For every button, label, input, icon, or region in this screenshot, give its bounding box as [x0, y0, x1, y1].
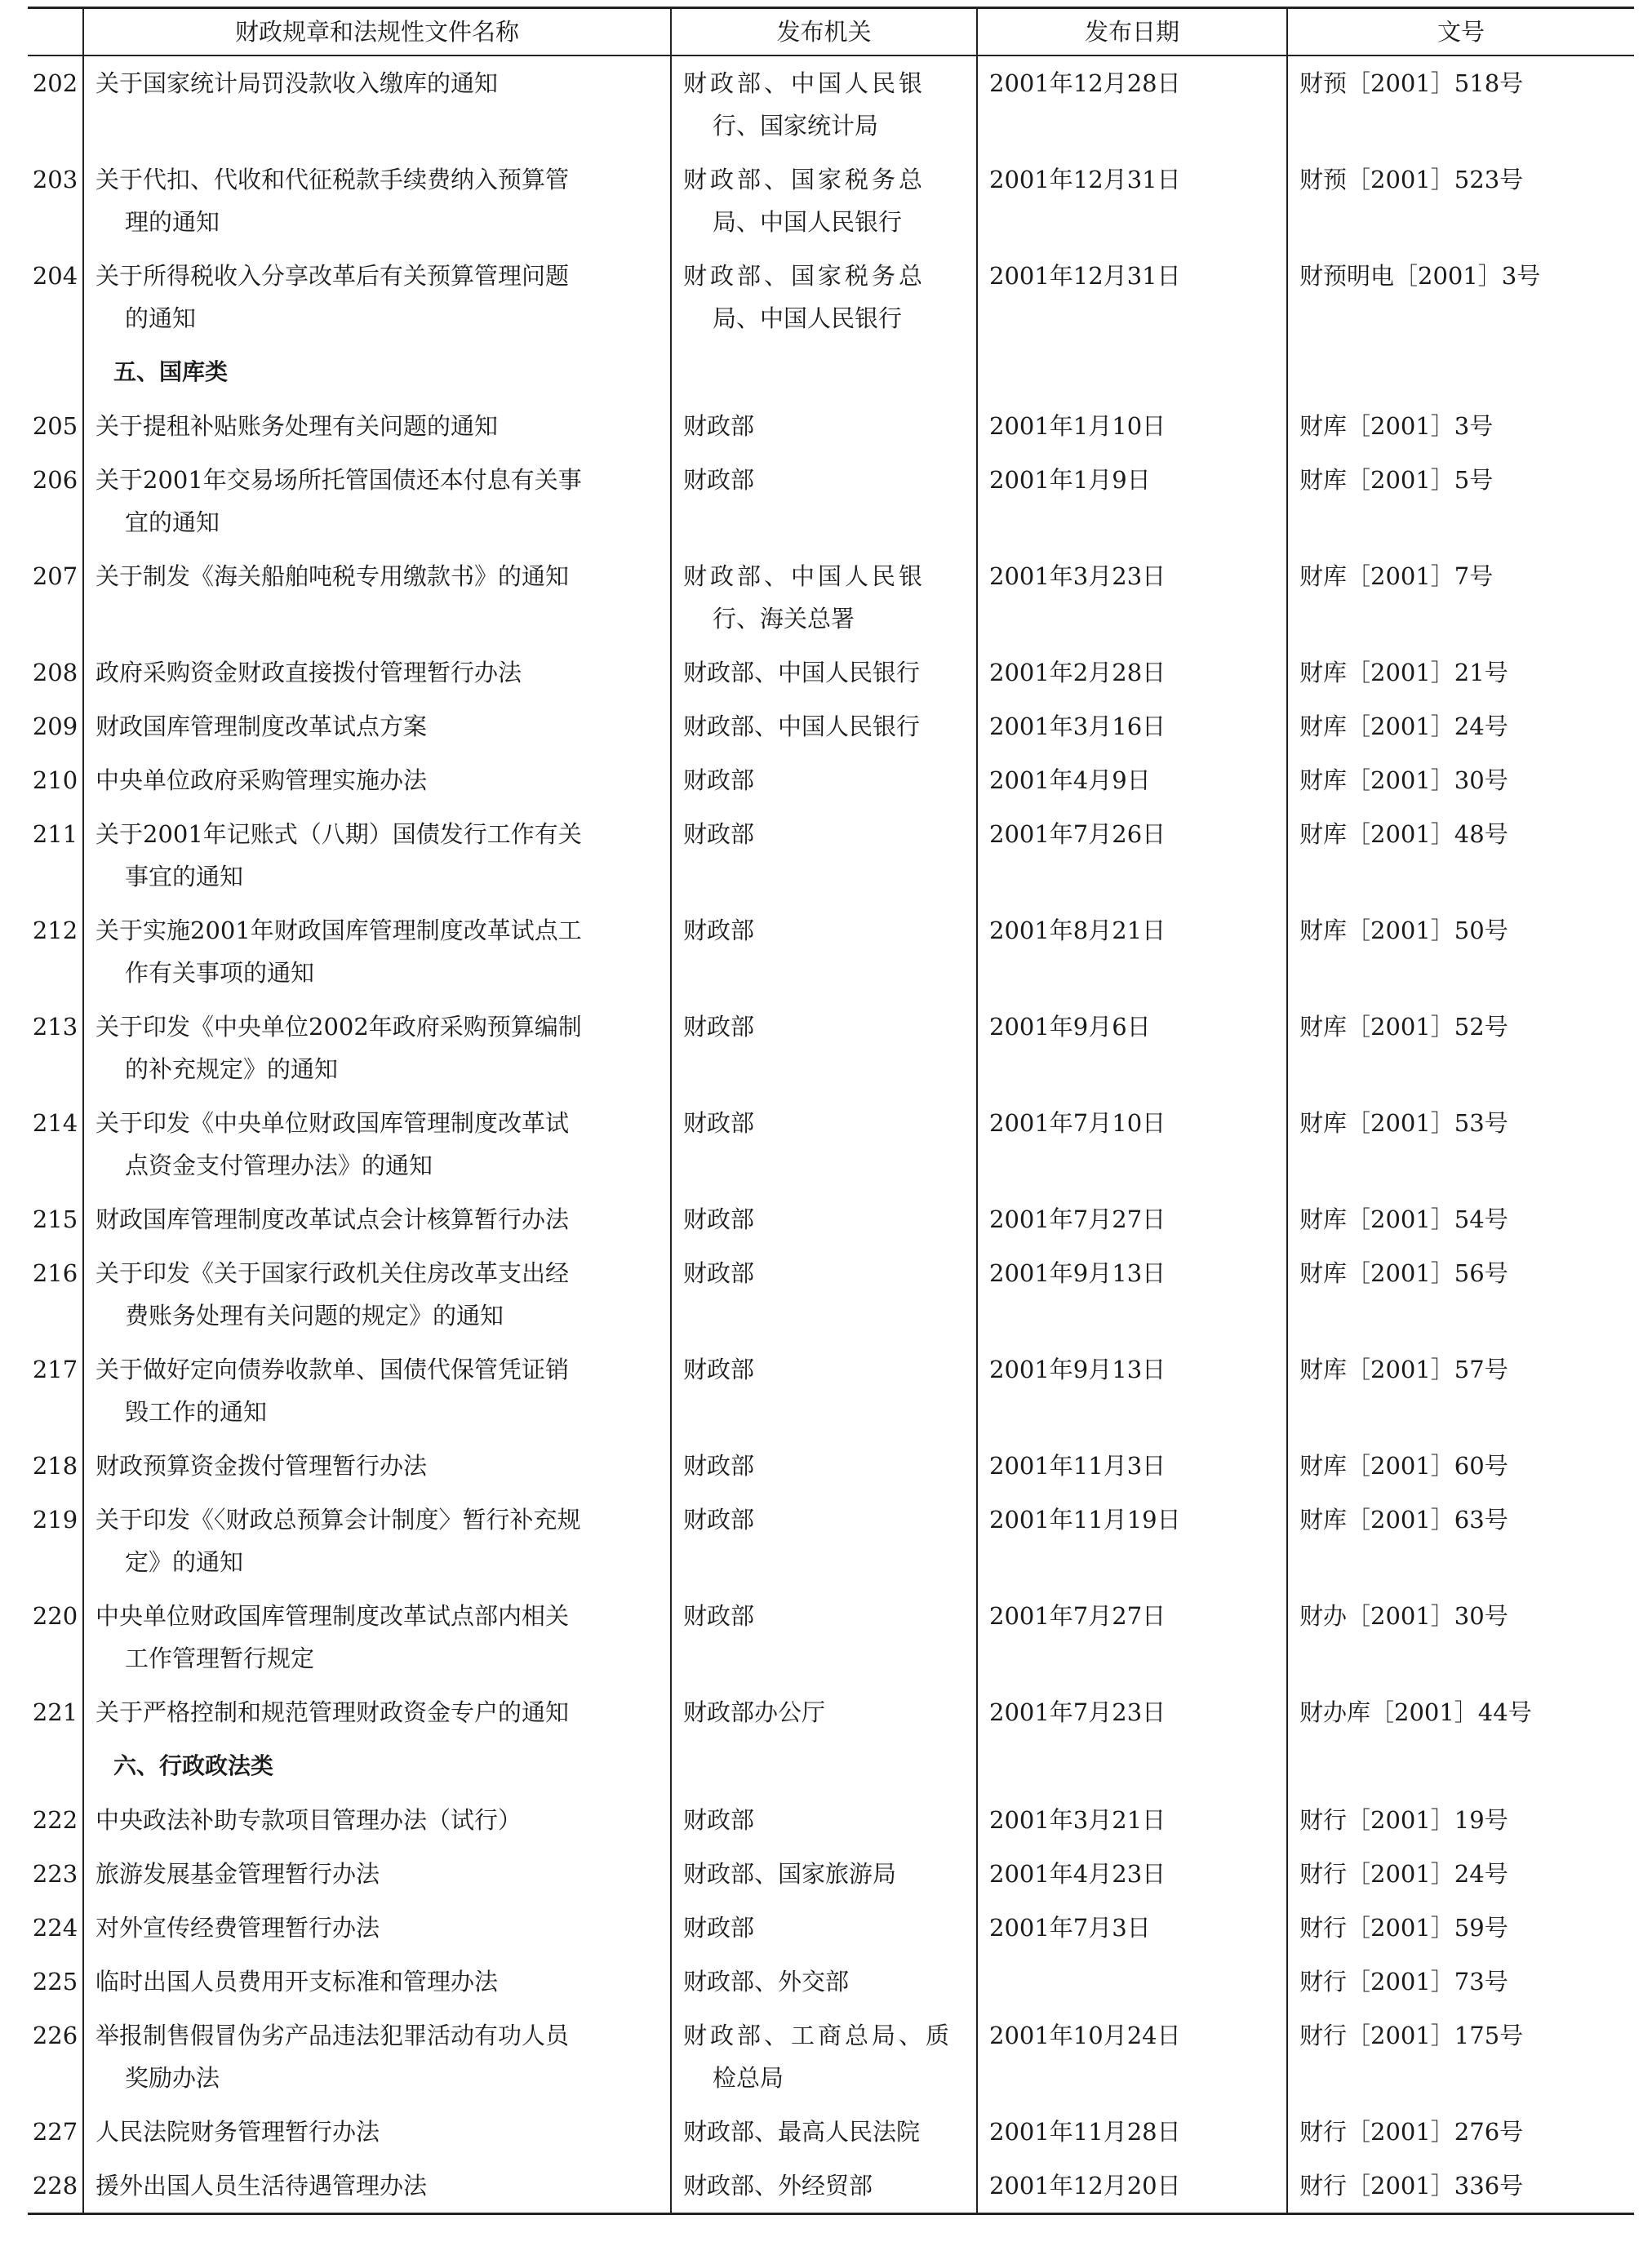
cell-name: [83, 1439, 671, 1493]
org-line-1: 财政部、国家税务总: [683, 262, 926, 290]
cell-org: [671, 1685, 977, 1739]
cell-doc-number: 财办库［2001］44号: [1287, 1685, 1634, 1739]
name-line-1: 六、行政政法类: [113, 1752, 274, 1779]
cell-name: [83, 2105, 671, 2159]
cell-date: 2001年3月16日: [977, 699, 1287, 753]
table-row: [28, 1685, 1634, 1739]
name-line-1: 财政国库管理制度改革试点会计核算暂行办法: [95, 1205, 570, 1233]
name-line-1: 援外出国人员生活待遇管理办法: [95, 2172, 428, 2200]
cell-num: 202: [32, 69, 78, 97]
cell-org: [671, 1793, 977, 1847]
cell-name: [83, 1000, 671, 1096]
cell-org: [671, 1739, 977, 1793]
table-row: [28, 1847, 1634, 1901]
cell-name: [83, 1343, 671, 1439]
name-line-2: 定》的通知: [125, 1548, 244, 1576]
cell-name: [83, 1739, 671, 1793]
cell-num: 210: [32, 766, 78, 794]
table-row: [28, 1493, 1634, 1589]
cell-name: [83, 1246, 671, 1343]
name-line-1: 五、国库类: [113, 358, 229, 385]
org-text: 财政部: [683, 412, 755, 440]
cell-date: 2001年1月10日: [977, 399, 1287, 453]
org-line-1: 财政部、工商总局、质: [683, 2022, 953, 2049]
cell-date: 2001年4月23日: [977, 1847, 1287, 1901]
header-date: 发布日期: [977, 8, 1287, 56]
name-line-2: 的补充规定》的通知: [125, 1055, 339, 1083]
cell-date: 2001年1月9日: [977, 453, 1287, 549]
cell-org: [671, 1901, 977, 1955]
org-text: 财政部、外经贸部: [683, 2172, 873, 2200]
name-line-1: 关于做好定向债券收款单、国债代保管凭证销: [95, 1356, 570, 1383]
org-line-2: 行、国家统计局: [713, 112, 879, 140]
table-row: [28, 1000, 1634, 1096]
cell-doc-number: 财库［2001］63号: [1287, 1493, 1634, 1589]
table-row: [28, 249, 1634, 345]
regulations-table: [28, 7, 1634, 2215]
cell-name: [83, 1847, 671, 1901]
org-text: 财政部: [683, 1205, 755, 1233]
org-line-2: 局、中国人民银行: [713, 208, 903, 236]
org-text: 财政部办公厅: [683, 1698, 826, 1726]
org-text: 财政部、中国人民银行: [683, 659, 921, 686]
org-text: 财政部、国家旅游局: [683, 1860, 897, 1888]
name-line-2: 点资金支付管理办法》的通知: [125, 1152, 433, 1179]
cell-num: 218: [32, 1452, 78, 1480]
cell-name: [83, 153, 671, 249]
cell-org: [671, 1000, 977, 1096]
cell-name: [83, 807, 671, 903]
header-org: 发布机关: [671, 8, 977, 56]
cell-org: [671, 55, 977, 153]
name-line-2: 事宜的通知: [125, 863, 244, 890]
cell-org: [671, 1493, 977, 1589]
cell-num: 228: [28, 2159, 83, 2214]
cell-date: 2001年12月28日: [977, 55, 1287, 153]
name-line-1: 关于提租补贴账务处理有关问题的通知: [95, 412, 499, 440]
cell-doc-number: 财库［2001］21号: [1287, 646, 1634, 699]
cell-doc-number: 财行［2001］19号: [1287, 1793, 1634, 1847]
cell-name: [83, 1493, 671, 1589]
cell-num: 219: [32, 1506, 78, 1534]
table-row: [28, 753, 1634, 807]
cell-num: 214: [32, 1109, 78, 1137]
cell-num: 217: [32, 1356, 78, 1383]
cell-name: [83, 699, 671, 753]
name-line-1: 关于印发《中央单位财政国库管理制度改革试: [95, 1109, 570, 1137]
cell-date: 2001年7月26日: [977, 807, 1287, 903]
name-line-1: 财政预算资金拨付管理暂行办法: [95, 1452, 428, 1480]
org-line-1: 财政部、中国人民银: [683, 562, 926, 590]
cell-num: 223: [32, 1860, 78, 1888]
org-line-2: 行、海关总署: [713, 605, 855, 633]
cell-org: [671, 2105, 977, 2159]
cell-doc-number: 财库［2001］52号: [1287, 1000, 1634, 1096]
table-header-row: [28, 8, 1634, 56]
section-row: [28, 1739, 1634, 1793]
name-line-1: 对外宣传经费管理暂行办法: [95, 1914, 380, 1942]
cell-date: 2001年12月20日: [977, 2159, 1287, 2214]
cell-name: [83, 2009, 671, 2105]
cell-name: [83, 1192, 671, 1246]
table-row: [28, 399, 1634, 453]
cell-num: 208: [32, 659, 78, 686]
cell-org: [671, 249, 977, 345]
cell-num: 224: [32, 1914, 78, 1942]
cell-doc-number: 财行［2001］24号: [1287, 1847, 1634, 1901]
name-line-2: 工作管理暂行规定: [125, 1645, 315, 1672]
cell-doc-number: 财预［2001］523号: [1287, 153, 1634, 249]
cell-num: 213: [32, 1013, 78, 1041]
cell-org: [671, 903, 977, 1000]
table-row: [28, 453, 1634, 549]
cell-org: [671, 646, 977, 699]
org-text: 财政部: [683, 1109, 755, 1137]
table-row: [28, 903, 1634, 1000]
cell-doc-number: 财库［2001］3号: [1287, 399, 1634, 453]
header-doc: 文号: [1287, 8, 1634, 56]
table-row: [28, 1343, 1634, 1439]
name-line-1: 关于印发《关于国家行政机关住房改革支出经: [95, 1259, 570, 1287]
name-line-1: 关于2001年记账式（八期）国债发行工作有关: [95, 820, 582, 848]
cell-org: [671, 1096, 977, 1192]
cell-doc-number: 财行［2001］73号: [1287, 1955, 1634, 2009]
cell-org: [671, 345, 977, 399]
org-line-1: 财政部、国家税务总: [683, 166, 926, 193]
cell-doc-number: 财库［2001］30号: [1287, 753, 1634, 807]
cell-date: 2001年8月21日: [977, 903, 1287, 1000]
cell-doc-number: 财预［2001］518号: [1287, 55, 1634, 153]
cell-org: [671, 1343, 977, 1439]
cell-date: 2001年7月27日: [977, 1192, 1287, 1246]
cell-name: [83, 1793, 671, 1847]
name-line-1: 关于印发《中央单位2002年政府采购预算编制: [95, 1013, 582, 1041]
cell-date: 2001年11月19日: [977, 1493, 1287, 1589]
org-text: 财政部: [683, 820, 755, 848]
table-row: [28, 1096, 1634, 1192]
cell-doc-number: [1287, 1739, 1634, 1793]
table-row: [28, 55, 1634, 153]
cell-date: 2001年7月23日: [977, 1685, 1287, 1739]
table-row: [28, 2009, 1634, 2105]
cell-name: [83, 1955, 671, 2009]
cell-name: [83, 903, 671, 1000]
cell-doc-number: 财库［2001］5号: [1287, 453, 1634, 549]
table-row: [28, 699, 1634, 753]
table-row: [28, 153, 1634, 249]
cell-doc-number: 财库［2001］57号: [1287, 1343, 1634, 1439]
table-row: [28, 1439, 1634, 1493]
cell-org: [671, 753, 977, 807]
org-text: 财政部: [683, 917, 755, 944]
section-row: [28, 345, 1634, 399]
cell-org: [671, 699, 977, 753]
org-text: 财政部、外交部: [683, 1968, 850, 1995]
cell-date: 2001年2月28日: [977, 646, 1287, 699]
cell-date: 2001年9月13日: [977, 1343, 1287, 1439]
cell-doc-number: 财行［2001］336号: [1287, 2159, 1634, 2214]
org-text: 财政部: [683, 1356, 755, 1383]
name-line-1: 临时出国人员费用开支标准和管理办法: [95, 1968, 499, 1995]
name-line-2: 作有关事项的通知: [125, 959, 315, 987]
cell-name: [83, 2159, 671, 2214]
cell-org: [671, 1955, 977, 2009]
cell-name: [83, 1685, 671, 1739]
org-text: 财政部: [683, 766, 755, 794]
cell-date: 2001年10月24日: [977, 2009, 1287, 2105]
cell-doc-number: 财库［2001］7号: [1287, 549, 1634, 646]
cell-name: [83, 1901, 671, 1955]
table-row: [28, 549, 1634, 646]
cell-doc-number: 财预明电［2001］3号: [1287, 249, 1634, 345]
table-row: [28, 1589, 1634, 1685]
name-line-1: 关于严格控制和规范管理财政资金专户的通知: [95, 1698, 570, 1726]
cell-num: 206: [32, 466, 78, 494]
header-num: [28, 8, 83, 56]
cell-doc-number: 财行［2001］175号: [1287, 2009, 1634, 2105]
cell-date: 2001年9月6日: [977, 1000, 1287, 1096]
cell-num: [28, 345, 83, 399]
cell-date: 2001年3月21日: [977, 1793, 1287, 1847]
name-line-1: 举报制售假冒伪劣产品违法犯罪活动有功人员: [95, 2022, 570, 2049]
table-row: [28, 2105, 1634, 2159]
cell-num: 212: [32, 917, 78, 944]
cell-doc-number: 财库［2001］54号: [1287, 1192, 1634, 1246]
cell-org: [671, 2009, 977, 2105]
name-line-2: 理的通知: [125, 208, 220, 236]
cell-num: 211: [32, 820, 78, 848]
name-line-1: 关于国家统计局罚没款收入缴库的通知: [95, 69, 499, 97]
org-text: 财政部: [683, 1013, 755, 1041]
table-body: [28, 55, 1634, 2214]
table-row: [28, 646, 1634, 699]
cell-num: 226: [32, 2022, 78, 2049]
org-text: 财政部: [683, 1506, 755, 1534]
name-line-1: 中央政法补助专款项目管理办法（试行）: [95, 1806, 522, 1834]
cell-org: [671, 1439, 977, 1493]
name-line-2: 毁工作的通知: [125, 1398, 268, 1426]
org-text: 财政部: [683, 1914, 755, 1942]
name-line-1: 关于代扣、代收和代征税款手续费纳入预算管: [95, 166, 570, 193]
cell-doc-number: 财库［2001］60号: [1287, 1439, 1634, 1493]
cell-num: [28, 1739, 83, 1793]
cell-date: 2001年12月31日: [977, 153, 1287, 249]
name-line-1: 中央单位财政国库管理制度改革试点部内相关: [95, 1602, 570, 1630]
cell-doc-number: 财库［2001］53号: [1287, 1096, 1634, 1192]
cell-date: 2001年11月28日: [977, 2105, 1287, 2159]
cell-name: [83, 399, 671, 453]
cell-num: 222: [32, 1806, 78, 1834]
cell-date: 2001年9月13日: [977, 1246, 1287, 1343]
cell-doc-number: 财库［2001］24号: [1287, 699, 1634, 753]
cell-num: 215: [32, 1205, 78, 1233]
org-text: 财政部: [683, 1806, 755, 1834]
cell-name: [83, 646, 671, 699]
org-text: 财政部: [683, 1602, 755, 1630]
cell-num: 204: [32, 262, 78, 290]
cell-num: 216: [32, 1259, 78, 1287]
cell-name: [83, 249, 671, 345]
cell-date: [977, 1955, 1287, 2009]
name-line-1: 关于实施2001年财政国库管理制度改革试点工: [95, 917, 582, 944]
cell-num: 225: [32, 1968, 78, 1995]
name-line-2: 宜的通知: [125, 508, 220, 536]
table-row: [28, 1192, 1634, 1246]
name-line-1: 中央单位政府采购管理实施办法: [95, 766, 428, 794]
name-line-1: 财政国库管理制度改革试点方案: [95, 712, 428, 740]
cell-org: [671, 1192, 977, 1246]
cell-date: 2001年3月23日: [977, 549, 1287, 646]
org-text: 财政部: [683, 1259, 755, 1287]
cell-num: 221: [32, 1698, 78, 1726]
cell-doc-number: 财库［2001］48号: [1287, 807, 1634, 903]
name-line-1: 关于2001年交易场所托管国债还本付息有关事: [95, 466, 582, 494]
cell-date: 2001年7月27日: [977, 1589, 1287, 1685]
cell-name: [83, 1589, 671, 1685]
cell-name: [83, 1096, 671, 1192]
cell-doc-number: 财库［2001］56号: [1287, 1246, 1634, 1343]
name-line-1: 旅游发展基金管理暂行办法: [95, 1860, 380, 1888]
cell-org: [671, 399, 977, 453]
cell-name: [83, 453, 671, 549]
cell-num: 207: [32, 562, 78, 590]
org-text: 财政部: [683, 466, 755, 494]
cell-date: [977, 345, 1287, 399]
cell-doc-number: [1287, 345, 1634, 399]
org-text: 财政部、最高人民法院: [683, 2118, 921, 2146]
cell-org: [671, 1246, 977, 1343]
cell-org: [671, 153, 977, 249]
cell-num: 209: [32, 712, 78, 740]
cell-org: [671, 1847, 977, 1901]
cell-name: [83, 549, 671, 646]
cell-num: 205: [32, 412, 78, 440]
cell-name: [83, 55, 671, 153]
cell-org: [671, 453, 977, 549]
cell-doc-number: 财库［2001］50号: [1287, 903, 1634, 1000]
cell-name: [83, 345, 671, 399]
cell-name: [83, 753, 671, 807]
cell-num: 220: [32, 1602, 78, 1630]
name-line-1: 政府采购资金财政直接拨付管理暂行办法: [95, 659, 522, 686]
table-row: [28, 807, 1634, 903]
cell-date: 2001年11月3日: [977, 1439, 1287, 1493]
cell-org: [671, 549, 977, 646]
cell-num: 227: [32, 2118, 78, 2146]
cell-doc-number: 财行［2001］276号: [1287, 2105, 1634, 2159]
org-line-2: 局、中国人民银行: [713, 304, 903, 332]
name-line-1: 人民法院财务管理暂行办法: [95, 2118, 380, 2146]
cell-date: [977, 1739, 1287, 1793]
name-line-1: 关于印发《〈财政总预算会计制度〉暂行补充规: [95, 1506, 581, 1534]
table-row: [28, 2159, 1634, 2214]
cell-org: [671, 2159, 977, 2214]
name-line-2: 费账务处理有关问题的规定》的通知: [125, 1302, 504, 1330]
table-row: [28, 1901, 1634, 1955]
cell-org: [671, 1589, 977, 1685]
cell-date: 2001年7月3日: [977, 1901, 1287, 1955]
cell-num: 203: [32, 166, 78, 193]
name-line-2: 奖励办法: [125, 2064, 220, 2092]
table-row: [28, 1955, 1634, 2009]
cell-org: [671, 807, 977, 903]
name-line-2: 的通知: [125, 304, 197, 332]
name-line-1: 关于制发《海关船舶吨税专用缴款书》的通知: [95, 562, 570, 590]
cell-date: 2001年12月31日: [977, 249, 1287, 345]
cell-doc-number: 财行［2001］59号: [1287, 1901, 1634, 1955]
org-text: 财政部、中国人民银行: [683, 712, 921, 740]
org-line-2: 检总局: [713, 2064, 784, 2092]
cell-date: 2001年7月10日: [977, 1096, 1287, 1192]
org-text: 财政部: [683, 1452, 755, 1480]
table-row: [28, 1793, 1634, 1847]
name-line-1: 关于所得税收入分享改革后有关预算管理问题: [95, 262, 570, 290]
org-line-1: 财政部、中国人民银: [683, 69, 926, 97]
cell-date: 2001年4月9日: [977, 753, 1287, 807]
header-name: 财政规章和法规性文件名称: [83, 8, 671, 56]
table-row: [28, 1246, 1634, 1343]
cell-doc-number: 财办［2001］30号: [1287, 1589, 1634, 1685]
